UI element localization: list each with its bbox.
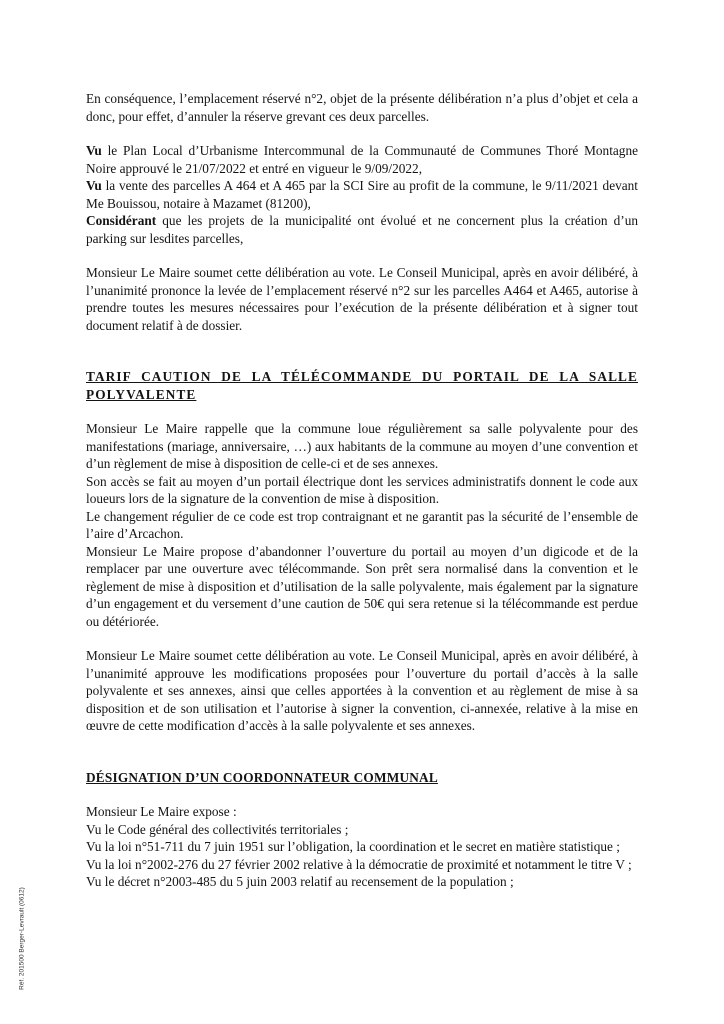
vu-cgct-line: Vu le Code général des collectivités territoriales ; (86, 821, 349, 837)
vu-label: Vu (86, 143, 102, 158)
document-page (86, 90, 638, 891)
section-heading-telecommande: TARIF CAUTION DE LA TÉLÉCOMMANDE DU PORTAIL DE LA SALLE POLYVALENTE (86, 369, 638, 402)
consequence-paragraph: En conséquence, l’emplacement réservé n°2, objet de la présente délibération n’a plus d’objet et cela a donc, pour effet, d’annuler la réserve grevant ces deux parcelles. (86, 91, 638, 124)
vu-loi-2002-line: Vu la loi n°2002-276 du 27 février 2002 relative à la démocratie de proximité et notamment le titre V ; (86, 856, 632, 872)
vu-label: Vu (86, 178, 102, 193)
salle-location-paragraph: Monsieur Le Maire rappelle que la commune loue régulièrement sa salle polyvalente pour des manifestations (mariage, anniversaire, …) aux habitants de la commune au moyen d’une convention et d’un règlement de mise à disposition de celle-ci et de ses annexes. (86, 421, 638, 471)
vu-vente-text: la vente des parcelles A 464 et A 465 par la SCI Sire au profit de la commune, le 9/11/2021 devant Me Bouissou, notaire à Mazamet (81200), (86, 178, 638, 211)
vu-plu-text: le Plan Local d’Urbanisme Intercommunal de la Communauté de Communes Thoré Montagne Noire approuvé le 21/07/2022 et entré en vigueur le 9/09/2022, (86, 143, 638, 176)
portail-acces-paragraph: Son accès se fait au moyen d’un portail électrique dont les services administratifs donnent le code aux loueurs lors de la signature de la convention de mise à disposition. (86, 473, 638, 506)
section-heading-coordonnateur: DÉSIGNATION D’UN COORDONNATEUR COMMUNAL (86, 769, 438, 785)
vu-vente-paragraph (86, 177, 638, 212)
considerant-text: que les projets de la municipalité ont évolué et ne concernent plus la création d’un parking sur lesdites parcelles, (86, 213, 638, 246)
considerant-paragraph (86, 212, 638, 247)
vote-paragraph-1: Monsieur Le Maire soumet cette délibération au vote. Le Conseil Municipal, après en avoir délibéré, à l’unanimité prononce la levée de l’emplacement réservé n°2 sur les parcelles A464 et A465, autorise à prendre toutes les mesures nécessaires pour l’exécution de la présente délibération et à signer tout document relatif à de dossier. (86, 265, 638, 333)
vu-plu-paragraph (86, 142, 638, 177)
telecommande-proposition-paragraph: Monsieur Le Maire propose d’abandonner l’ouverture du portail au moyen d’un digicode et de la remplacer par une ouverture avec télécommande. Son prêt sera normalisé dans la convention et le règlement de mise à disposition et d’utilisation de la salle polyvalente, mais également par la signature d’un engagement et du versement d’une caution de 50€ qui sera retenue si la télécommande est perdue ou détériorée. (86, 543, 638, 629)
margin-reference (2, 875, 42, 1015)
margin-reference-text: Réf. 201500 Berger-Levrault (0612) (18, 887, 26, 990)
vu-loi-1951-line: Vu la loi n°51-711 du 7 juin 1951 sur l’obligation, la coordination et le secret en matière statistique ; (86, 839, 620, 854)
considerant-label: Considérant (86, 213, 157, 228)
vu-decret-2003-line: Vu le décret n°2003-485 du 5 juin 2003 relatif au recensement de la population ; (86, 874, 514, 889)
vote-paragraph-2: Monsieur Le Maire soumet cette délibération au vote. Le Conseil Municipal, après en avoir délibéré, à l’unanimité approuve les modifications proposées pour l’ouverture du portail d’accès à la salle polyvalente et ses annexes, ainsi que celles apportées à la convention et au règlement de mise à sa disposition et de son utilisation et l’autorise à signer la convention, ci-annexée, relative à la mise en œuvre de cette modification d’accès à la salle polyvalente et ses annexes. (86, 648, 638, 733)
code-changement-paragraph: Le changement régulier de ce code est trop contraignant et ne garantit pas la sécurité de l’ensemble de l’aire d’Arcachon. (86, 508, 638, 541)
expose-line: Monsieur Le Maire expose : (86, 804, 237, 819)
